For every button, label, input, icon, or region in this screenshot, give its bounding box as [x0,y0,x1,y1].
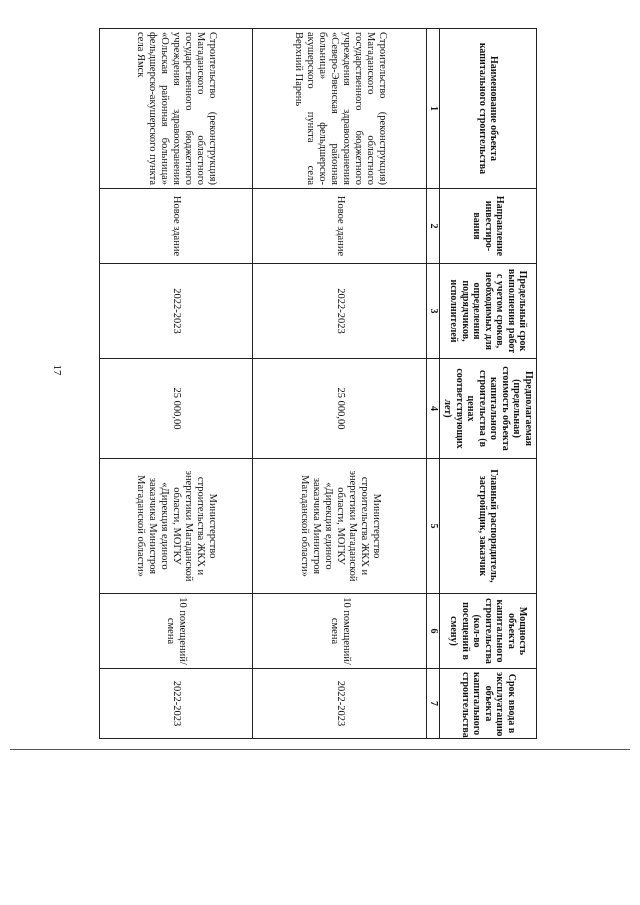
direction-cell: Новое здание [100,189,253,264]
capacity-cell: 10 помещений/смена [100,594,253,669]
column-number-row [427,29,440,739]
footer-divider [10,749,630,750]
column-number: 2 [427,189,440,264]
commissioning-cell: 2022-2023 [100,669,253,739]
object-name-cell: Строительство (реконструкция) Магаданского областного государственного бюджетного учреждения здравоохранения «Ольская районная больница» фельдшерско-акушерского пункта села Ямск [100,29,253,189]
header-estimated-cost: Предполагаемая (предельная) стоимость объекта капитального строительства (в ценах соответствующих лет) [440,359,537,459]
column-number: 4 [427,359,440,459]
capacity-cell: 10 помещений/смена [253,594,427,669]
customer-cell: Министерство строительства ЖКХ и энергетики Магаданской области, МОГКУ «Дирекция единого заказчика Министроя Магаданской области» [100,459,253,594]
commissioning-cell: 2022-2023 [253,669,427,739]
direction-cell: Новое здание [253,189,427,264]
header-customer: Главный распорядитель, застройщик, заказчик [440,459,537,594]
capital-construction-table [99,28,537,739]
header-commissioning: Срок ввода в эксплуатацию объекта капитального строительства [440,669,537,739]
table-row [100,29,253,739]
column-number: 1 [427,29,440,189]
page-number: 17 [51,364,63,376]
customer-cell: Министерство строительства ЖКХ и энергетики Магаданской области, МОГКУ «Дирекция единого заказчика Министроя Магаданской области» [253,459,427,594]
table-row [253,29,427,739]
column-number: 6 [427,594,440,669]
cost-cell: 25 000,00 [253,359,427,459]
column-number: 5 [427,459,440,594]
capital-construction-table-container [99,28,537,738]
header-object-name: Наименование объекта капитального строительства [440,29,537,189]
column-number: 7 [427,669,440,739]
header-deadline: Предельный срок выполнения работ с учетом сроков, необходимых для определения подрядчиков, исполнителей [440,264,537,359]
header-row [440,29,537,739]
header-investment-direction: Направление инвестиро-вания [440,189,537,264]
header-capacity: Мощность объекта капитального строительства (кол-во посещений в смену) [440,594,537,669]
object-name-cell: Строительство (реконструкция) Магаданского областного государственного бюджетного учреждения здравоохранения «Северо-Эвенская районная больница» фельдшерско-акушерского пункта села Верхний Парень [253,29,427,189]
cost-cell: 25 000,00 [100,359,253,459]
deadline-cell: 2022-2023 [253,264,427,359]
column-number: 3 [427,264,440,359]
deadline-cell: 2022-2023 [100,264,253,359]
